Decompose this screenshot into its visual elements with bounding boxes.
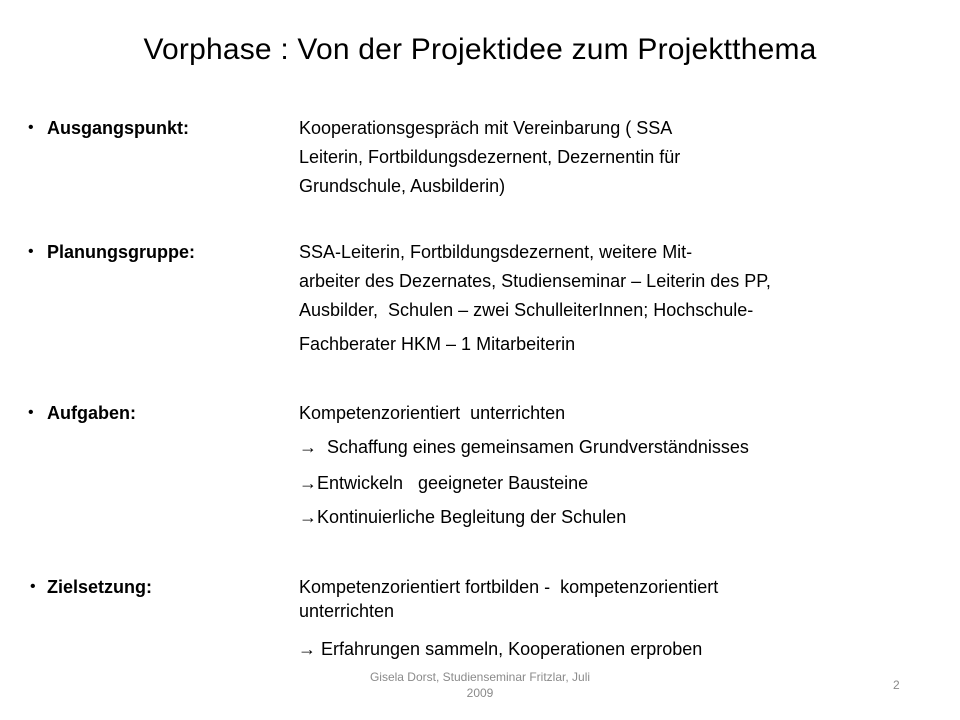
- bullet-icon: •: [28, 119, 34, 136]
- text-ausgangspunkt-line-2: Leiterin, Fortbildungsdezernent, Dezernentin für: [299, 147, 681, 167]
- text-aufgaben-line-4: →Kontinuierliche Begleitung der Schulen: [299, 507, 627, 527]
- label-planungsgruppe: Planungsgruppe:: [47, 242, 195, 262]
- text-planungsgruppe-line-4: Fachberater HKM – 1 Mitarbeiterin: [299, 334, 576, 354]
- text-zielsetzung-line-2: unterrichten: [299, 601, 395, 621]
- text-zielsetzung-line-1: Kompetenzorientiert fortbilden - kompetenzorientiert: [299, 577, 719, 597]
- bullet-icon: •: [30, 578, 36, 595]
- text-aufgaben-line-1: Kompetenzorientiert unterrichten: [299, 403, 566, 423]
- page-number: 2: [893, 678, 900, 692]
- text-planungsgruppe-line-1: SSA-Leiterin, Fortbildungsdezernent, weitere Mit-: [299, 242, 693, 262]
- text-ausgangspunkt-line-3: Grundschule, Ausbilderin): [299, 176, 506, 196]
- label-ausgangspunkt: Ausgangspunkt:: [47, 118, 189, 138]
- bullet-icon: •: [28, 404, 34, 421]
- text-aufgaben-line-2: → Schaffung eines gemeinsamen Grundverständnisses: [299, 437, 749, 457]
- text-ausgangspunkt-line-1: Kooperationsgespräch mit Vereinbarung ( SSA: [299, 118, 673, 138]
- text-aufgaben-line-3: →Entwickeln geeigneter Bausteine: [299, 473, 589, 493]
- text-planungsgruppe-line-3: Ausbilder, Schulen – zwei SchulleiterInnen; Hochschule-: [299, 300, 754, 320]
- bullet-icon: •: [28, 243, 34, 260]
- text-zielsetzung-line-3: → Erfahrungen sammeln, Kooperationen erproben: [298, 639, 703, 659]
- text-planungsgruppe-line-2: arbeiter des Dezernates, Studienseminar – Leiterin des PP,: [299, 271, 771, 291]
- label-aufgaben: Aufgaben:: [47, 403, 136, 423]
- footer: [330, 669, 630, 701]
- footer-line-1: Gisela Dorst, Studienseminar Fritzlar, Juli: [369, 670, 591, 684]
- label-zielsetzung: Zielsetzung:: [47, 577, 153, 597]
- slide-title: Vorphase : Von der Projektidee zum Projektthema: [143, 33, 817, 66]
- footer-line-2: 2009: [466, 686, 494, 700]
